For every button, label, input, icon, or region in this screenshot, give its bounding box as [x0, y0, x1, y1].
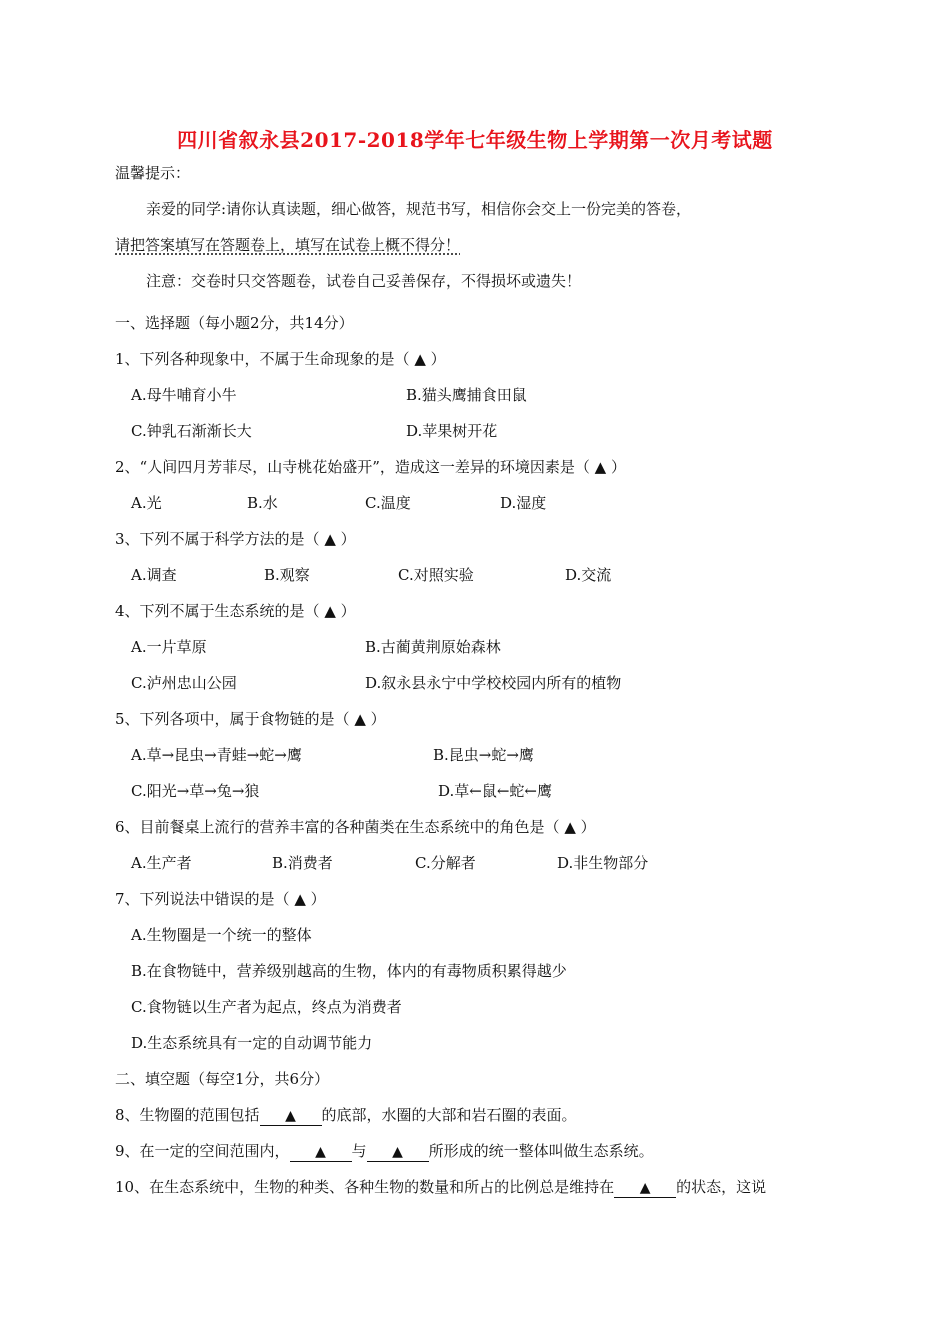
triangle-icon: ▲: [315, 1144, 326, 1160]
answer-blank: [367, 1142, 429, 1162]
option-b: B.观察: [264, 566, 310, 584]
question-stem: 4、下列不属于生态系统的是（ ▲ ）: [115, 602, 356, 620]
section-fill-heading: 二、填空题（每空1分，共6分）: [115, 1070, 330, 1088]
question-text: 8、生物圈的范围包括: [115, 1106, 260, 1124]
option-c: C.泸州忠山公园: [131, 674, 237, 692]
option-c: C.分解者: [415, 854, 476, 872]
tip-line-1: 亲爱的同学:请你认真读题，细心做答，规范书写，相信你会交上一份完美的答卷，: [146, 200, 692, 218]
option-a: A.生产者: [131, 854, 192, 872]
option-a: A.母牛哺育小牛: [131, 386, 237, 404]
option-c: C.温度: [365, 494, 411, 512]
triangle-icon: ▲: [285, 1108, 296, 1124]
option-d: D.草←鼠←蛇←鹰: [438, 782, 552, 800]
tip-line-3: 注意：交卷时只交答题卷，试卷自己妥善保存，不得损坏或遗失！: [146, 272, 582, 290]
question-stem: 2、“人间四月芳菲尽，山寺桃花始盛开”，造成这一差异的环境因素是（ ▲ ）: [115, 458, 626, 476]
option-b: B.消费者: [272, 854, 333, 872]
section-choice-heading: 一、选择题（每小题2分，共14分）: [115, 314, 354, 332]
option-b: B.在食物链中，营养级别越高的生物，体内的有毒物质积累得越少: [131, 962, 567, 980]
question-stem: 7、下列说法中错误的是（ ▲ ）: [115, 890, 326, 908]
answer-blank: [260, 1106, 322, 1126]
option-a: A.光: [131, 494, 162, 512]
option-d: D.非生物部分: [557, 854, 649, 872]
option-b: B.猫头鹰捕食田鼠: [406, 386, 527, 404]
option-c: C.钟乳石渐渐长大: [131, 422, 252, 440]
question-stem: 1、下列各种现象中，不属于生命现象的是（ ▲ ）: [115, 350, 446, 368]
option-d: D.叙永县永宁中学校校园内所有的植物: [365, 674, 622, 692]
question-text: 10、在生态系统中，生物的种类、各种生物的数量和所占的比例总是维持在: [115, 1178, 615, 1196]
triangle-icon: ▲: [639, 1180, 651, 1196]
tip-line-2: 请把答案填写在答题卷上，填写在试卷上概不得分！: [115, 236, 461, 254]
tip-heading: 温馨提示：: [115, 164, 191, 182]
option-b: B.古蔺黄荆原始森林: [365, 638, 501, 656]
question-text: 与: [351, 1142, 367, 1160]
option-a: A.调查: [131, 566, 177, 584]
question-stem: 3、下列不属于科学方法的是（ ▲ ）: [115, 530, 356, 548]
option-a: A.生物圈是一个统一的整体: [131, 926, 312, 944]
question-text: 的状态，这说: [676, 1178, 767, 1196]
question-stem: 6、目前餐桌上流行的营养丰富的各种菌类在生态系统中的角色是（ ▲ ）: [115, 818, 596, 836]
answer-blank: [290, 1142, 352, 1162]
option-c: C.对照实验: [398, 566, 474, 584]
option-d: D.交流: [565, 566, 612, 584]
fill-question-9: [115, 1141, 654, 1162]
question-text: 所形成的统一整体叫做生态系统。: [428, 1142, 654, 1160]
option-d: D.生态系统具有一定的自动调节能力: [131, 1034, 373, 1052]
question-stem: 5、下列各项中，属于食物链的是（ ▲ ）: [115, 710, 386, 728]
question-text: 的底部，水圈的大部和岩石圈的表面。: [321, 1106, 577, 1124]
option-b: B.昆虫→蛇→鹰: [433, 746, 534, 764]
option-a: A.草→昆虫→青蛙→蛇→鹰: [131, 746, 302, 764]
option-d: D.湿度: [500, 494, 547, 512]
option-c: C.阳光→草→兔→狼: [131, 782, 260, 800]
triangle-icon: ▲: [392, 1144, 403, 1160]
answer-blank: [614, 1178, 676, 1198]
fill-question-10: [115, 1177, 766, 1198]
option-c: C.食物链以生产者为起点，终点为消费者: [131, 998, 402, 1016]
option-d: D.苹果树开花: [406, 422, 498, 440]
fill-question-8: [115, 1105, 577, 1126]
question-text: 9、在一定的空间范围内，: [115, 1142, 290, 1160]
option-a: A.一片草原: [131, 638, 207, 656]
page-title: 四川省叙永县2017-2018学年七年级生物上学期第一次月考试题: [177, 128, 773, 152]
option-b: B.水: [247, 494, 278, 512]
